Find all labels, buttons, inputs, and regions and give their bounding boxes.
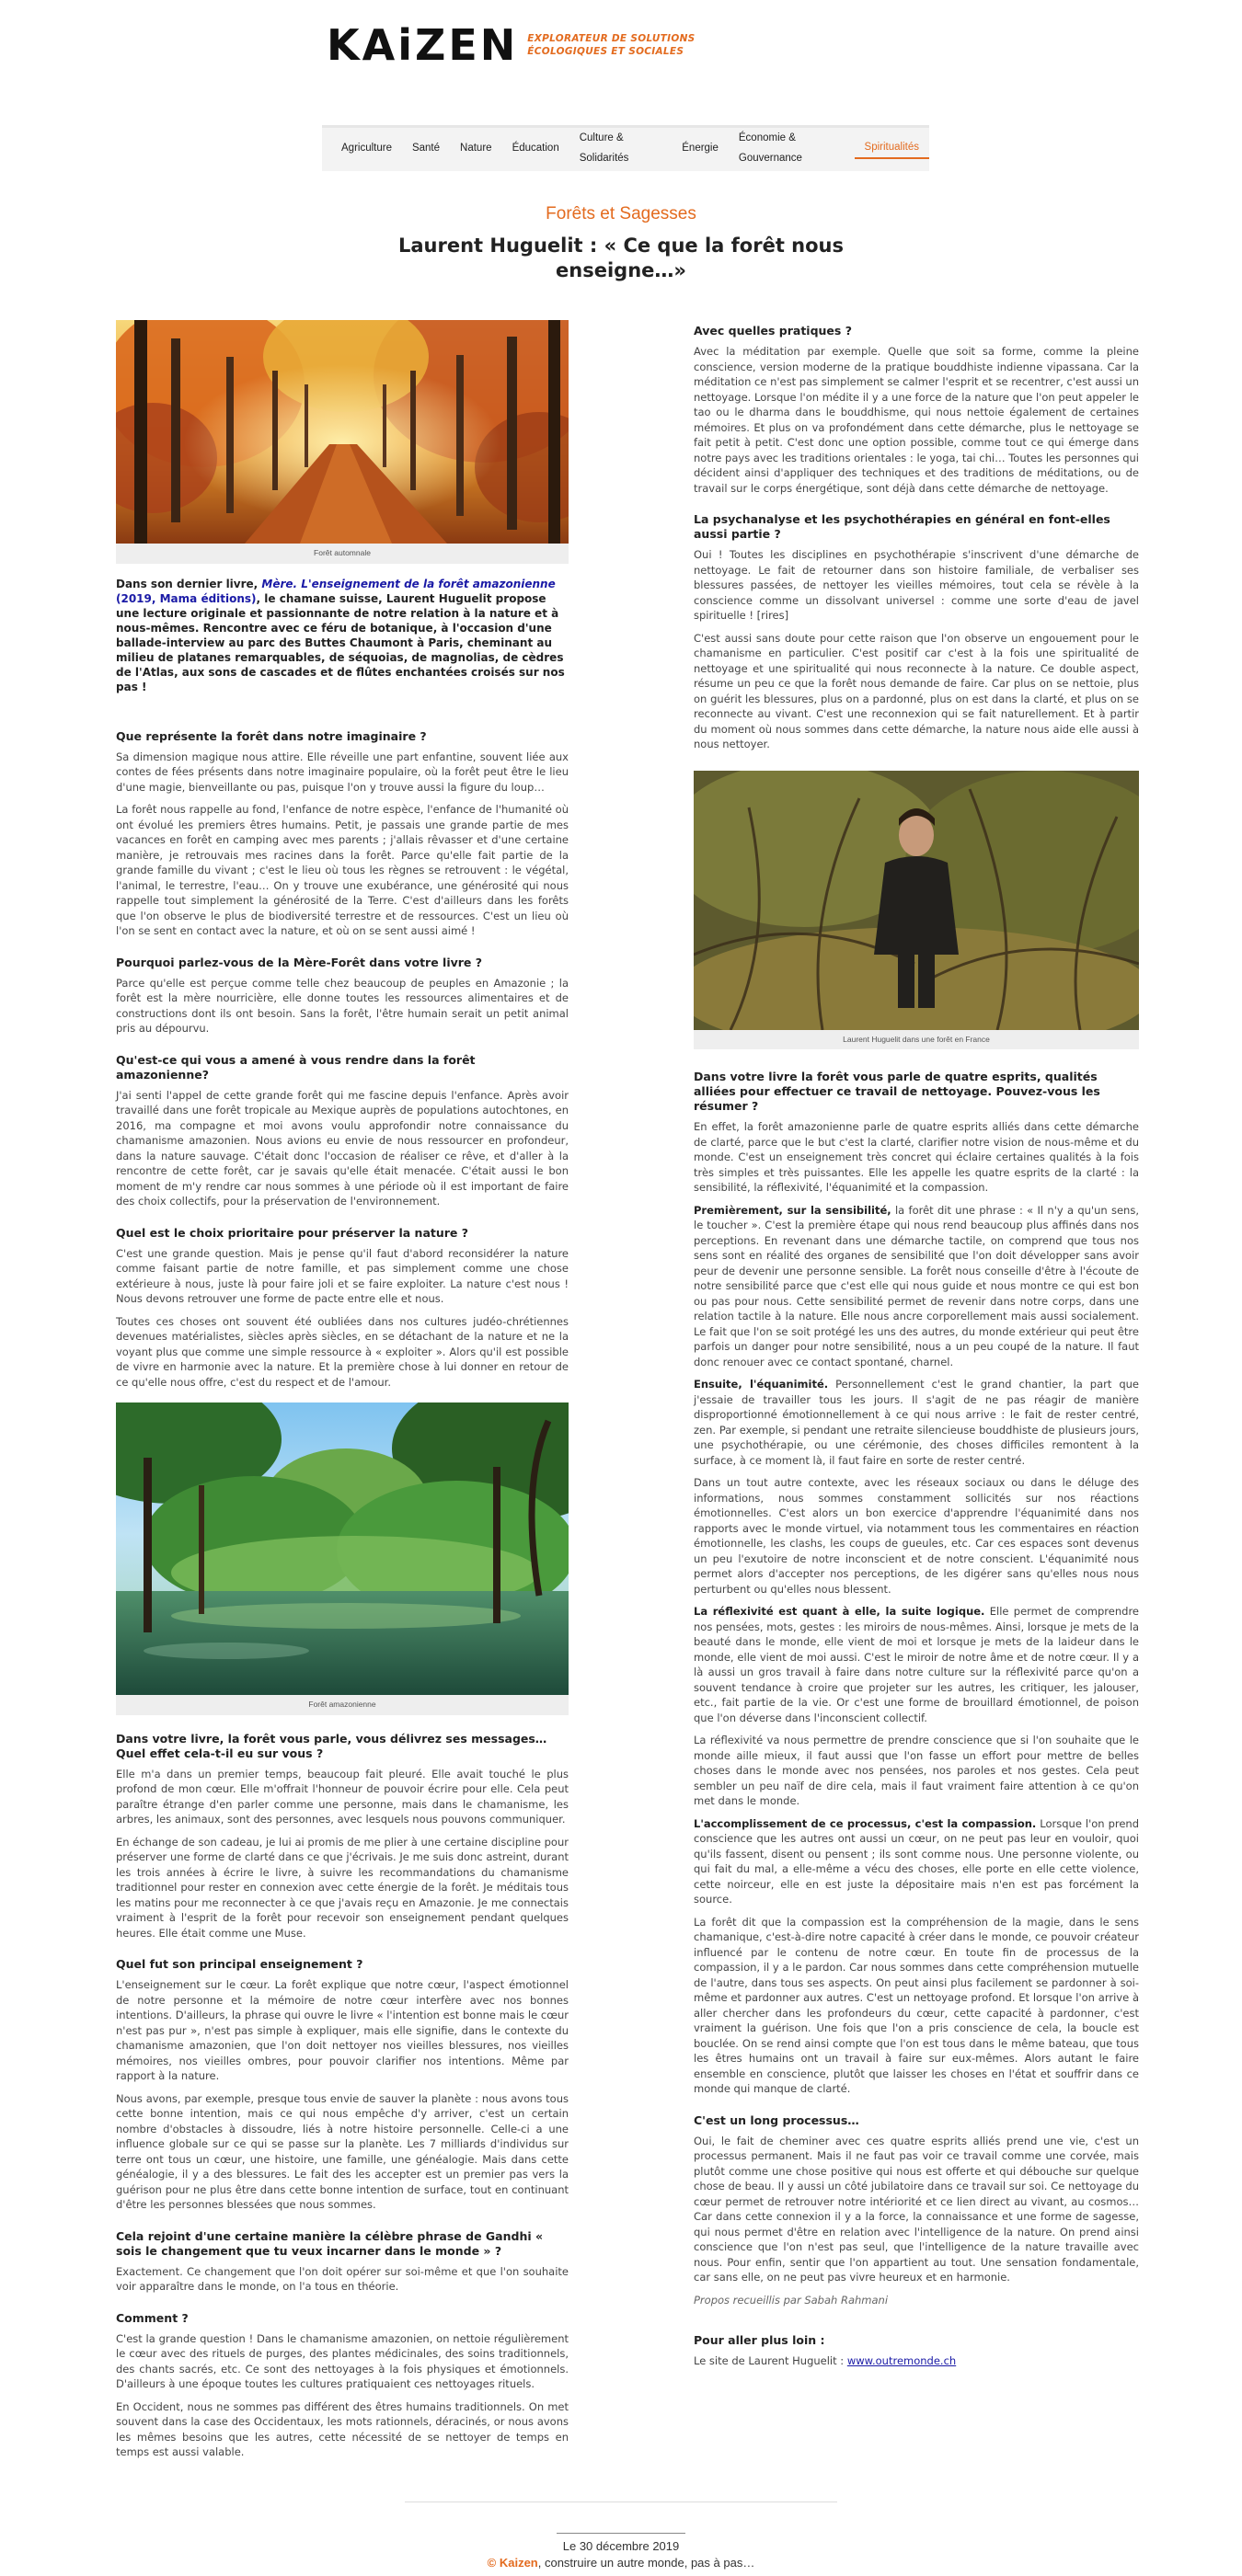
figure-laurent-huguelit <box>694 771 1139 1050</box>
further-reading-text <box>694 2353 1139 2369</box>
answer-paragraph: Avec la méditation par exemple. Quelle que soit sa forme, comme la pleine conscience, version moderne de la pratique bouddhiste indienne vipassana. Car la méditation ce n'est pas simplement se calmer l'esprit et se recentrer, c'est aussi un nettoyage. Lorsque l'on médite il y a une force de la nature que l'on peut appeler le tao ou le dharma dans le bouddhisme, qui nous nettoie également de certaines mémoires. Et plus on va profondément dans cette démarche, plus le nettoyage se fait petit à petit. C'est donc une option possible, comme tout ce qui émerge dans notre pays avec les traditions orientales : le yoga, tai chi… Toutes les personnes qui décident ainsi d'appliquer des techniques et des traditions de méditations, ou de travail sur le corps énergétique, sont déjà dans cette démarche de nettoyage. <box>694 345 1139 495</box>
figure-amazon-forest <box>116 1402 569 1715</box>
spirit-compassion-text: Lorsque l'on prend conscience que les autres ont aussi un cœur, on ne peut pas leur en vouloir, quoi qu'ils fassent, disent ou pensent ; ils sont comme nous. Une personne violente, ou qui fait du mal, a elle-même a vécu des choses, elle porte en elle cette violence, cette noirceur, elle en est juste la dépositaire mais n'en est pas forcément la source. <box>694 1816 1140 1906</box>
kaizen-logo[interactable] <box>327 20 696 70</box>
question-heading: Que représente la forêt dans notre imaginaire ? <box>116 728 427 743</box>
intro-lead-text: Dans son dernier livre, <box>116 577 262 590</box>
tagline-line-1: EXPLORATEUR DE SOLUTIONS <box>527 33 696 44</box>
question-heading: C'est un long processus… <box>694 2112 859 2127</box>
figure-caption: Forêt automnale <box>116 544 569 564</box>
figure-autumn-forest <box>116 320 569 564</box>
portrait-in-forest-illustration <box>694 771 1139 1030</box>
publisher-link[interactable]: (2019, Mama éditions) <box>116 591 257 605</box>
spirit-compassion-lead: L'accomplissement de ce processus, c'est la compassion. <box>694 1816 1037 1830</box>
spirit-sensitivity-text: la forêt dit une phrase : « Il n'y a qu'un sens, le toucher ». C'est la première étape qui nous rend beaucoup plus affinés dans nos perceptions. En revenant dans une démarche tactile, on comprend que tous nos sens sont en réalité des organes de sensibilité que l'on doit développer sans avoir peur de devenir une personne sensible. La forêt nous conseille d'être à l'écoute de notre sensibilité parce que c'est elle qui nous guide et nous montre ce qui est bon ou pas pour nous. Cette sensibilité permet de revenir dans notre corps, dans une relation tactile à la nature. Elle nous ancre corporellement mais aussi socialement. Le fait que l'on se soit protégé les uns des autres, du monde extérieur qui peut être parfois un danger pour notre sensibilité, nous a un peu coupé de la nature. Il faut donc renouer avec ce contact spontané, charnel. <box>694 1203 1139 1368</box>
answer-paragraph: Oui, le fait de cheminer avec ces quatre esprits alliés prend une vie, c'est un processus permanent. Mais il ne faut pas voir ce travail comme une corvée, mais plutôt comme une chose positive qui nous est offerte et qui débouche sur quelque chose de beau. Il y aussi un côté jubilatoire dans ce travail sur soi. Ce nettoyage du cœur permet de retrouver notre intériorité et ce lien direct au vivant, au cosmos… Car dans cette connexion il y a la force, la connaissance et une forme de sagesse, qui nous permet d'être en relation avec l'intelligence de la nature. On prend ainsi conscience que l'on n'est pas seul, que l'intelligence de la nature travaille avec nous. Pour enfin, sentir que l'on appartient au tout. Une sensation fondamentale, car sans elle, on ne peut pas vivre heureux et en harmonie. <box>694 2134 1139 2284</box>
nav-education[interactable]: Éducation <box>512 143 559 154</box>
article-footer <box>0 2538 1242 2571</box>
spirit-equanimity-lead: Ensuite, l'équanimité. <box>694 1378 829 1391</box>
figure-caption: Laurent Huguelit dans une forêt en France <box>694 1030 1139 1050</box>
answer-paragraph: La réflexivité va nous permettre de prendre conscience que si l'on souhaite que le monde aille mieux, il faut aussi que l'on fasse un effort pour mettre de belles choses dans le monde avec nos pensées, nos paroles et nos gestes. Cela peut sembler un peu naïf de dire cela, mais il faut vraiment faire attention à ce qu'on met dans le monde. <box>694 1734 1139 1807</box>
answer-paragraph: Toutes ces choses ont souvent été oubliées dans nos cultures judéo-chrétiennes devenues matérialistes, siècles après siècles, en se détachant de la nature et ne la voyant plus que comme une simple ressource à « exploiter ». Alors qu'il est possible de vivre en harmonie avec la nature. Et la première chose à lui donner en retour de ce qu'elle nous offre, c'est du respect et de l'amour. <box>116 1314 569 1389</box>
answer-paragraph: Sa dimension magique nous attire. Elle réveille une part enfantine, souvent liée aux contes de fées présents dans notre imaginaire populaire, où la forêt peut être le lieu d'une magie, bienveillante ou pas, puisque l'on y trouve aussi la figure du loup… <box>116 750 569 794</box>
footer-brand-link[interactable]: © Kaizen <box>487 2556 538 2570</box>
question-heading: Avec quelles pratiques ? <box>694 324 852 338</box>
question-heading: Cela rejoint d'une certaine manière la célèbre phrase de Gandhi « sois le changement que tu veux incarner dans le monde » ? <box>116 2228 544 2258</box>
answer-paragraph: C'est aussi sans doute pour cette raison que l'on observe un engouement pour le chamanisme en particulier. C'est positif car c'est à la fois une spiritualité de nettoyage et une spiritualité qui nous reconnecte à la nature. Ce double aspect, résume un peu ce que la forêt nous demande de faire. Car plus on se nettoie, plus on guérit les blessures, plus on a pardonné, plus on est dans la clarté, et plus on se reconnecte au vivant. C'est une reconnexion qui se fait naturellement. Et à partir du moment où nous sommes dans cette démarche, la nature nous aide elle aussi à nous nettoyer. <box>694 631 1139 750</box>
further-reading-heading: Pour aller plus loin : <box>694 2333 825 2347</box>
article-category[interactable]: Forêts et Sagesses <box>546 204 696 223</box>
question-heading: Pourquoi parlez-vous de la Mère-Forêt dans votre livre ? <box>116 955 483 969</box>
intro-body-text: , le chamane suisse, Laurent Huguelit propose une lecture originale et passionnante de notre relation à la nature et à nous-mêmes. Rencontre avec ce féru de botanique, à l'occasion d'une ballade-interview au parc des Buttes Chaumont à Paris, cheminant au milieu de platanes remarquables, de séquoias, de magnolias, de cèdres de l'Atlas, aux sons de cascades et de flûtes enchantées croisés sur nos pas ! <box>116 591 565 693</box>
nav-agriculture[interactable]: Agriculture <box>341 143 392 154</box>
question-heading: Comment ? <box>116 2310 189 2325</box>
footer-copyright <box>0 2555 1242 2571</box>
answer-paragraph: Exactement. Ce changement que l'on doit opérer sur soi-même et que l'on souhaite voir apparaître dans le monde, on l'a tous en théorie. <box>116 2264 569 2293</box>
nav-nature[interactable]: Nature <box>460 143 492 154</box>
interview-credit: Propos recueillis par Sabah Rahmani <box>694 2293 889 2307</box>
book-link[interactable]: Mère. L'enseignement de la forêt amazonienne <box>261 577 556 590</box>
amazon-forest-image <box>116 1402 569 1695</box>
question-heading: Quel fut son principal enseignement ? <box>116 1957 363 1971</box>
question-heading: Dans votre livre la forêt vous parle de quatre esprits, qualités alliées pour effectuer ce travail de nettoyage. Pouvez-vous les résumer ? <box>694 1070 1100 1113</box>
further-reading-label: Le site de Laurent Huguelit : <box>694 2354 847 2367</box>
answer-paragraph: En échange de son cadeau, je lui ai promis de me plier à une certaine discipline pour préserver une forme de clarté dans ce que j'écrivais. Je me suis donc astreint, durant les trois années à écrire le livre, à suivre les recommandations du chamanisme traditionnel pour rester en connexion avec cette énergie de la forêt. Je méditais tous les matins pour me reconnecter à ce que j'avais reçu en Amazonie. Je me connectais vraiment à l'esprit de la forêt pour recevoir son enseignement pendant quelques heures. Elle était comme une Muse. <box>116 1835 569 1940</box>
answer-paragraph: En Occident, nous ne sommes pas différent des êtres humains traditionnels. On met souvent dans la case des Occidentaux, les mots rationnels, déracinés, or nous avons les mêmes besoins que les autres, cette nécessité de se nettoyer de temps en temps est aussi valable. <box>116 2399 569 2458</box>
tagline-line-2: ÉCOLOGIQUES ET SOCIALES <box>527 46 684 57</box>
logo-wordmark: KAiZEN <box>327 20 519 70</box>
main-navigation <box>322 125 929 171</box>
figure-caption: Forêt amazonienne <box>116 1695 569 1715</box>
question-heading: Quel est le choix prioritaire pour préserver la nature ? <box>116 1225 469 1240</box>
answer-paragraph <box>694 1816 1139 1907</box>
amazon-forest-illustration <box>116 1402 569 1695</box>
answer-paragraph <box>694 1604 1139 1725</box>
logo-tagline <box>527 32 695 58</box>
laurent-huguelit-photo <box>694 771 1139 1030</box>
question-heading: Dans votre livre, la forêt vous parle, vous délivrez ses messages… Quel effet cela-t-il eu sur vous ? <box>116 1731 547 1760</box>
autumn-forest-image <box>116 320 569 544</box>
article-column-right <box>694 324 1139 2376</box>
article-column-left <box>116 320 569 2467</box>
answer-paragraph: La forêt nous rappelle au fond, l'enfance de notre espèce, l'enfance de l'humanité où ont évolué les premiers êtres humains. Petit, je passais une grande partie de mes vacances en forêt en camping avec mes parents ; j'allais rêvasser et d'une certaine manière, je retrouvais mes racines dans la forêt. Parce qu'elle fait partie de la grande famille du vivant ; c'est le lieu où tous les règnes se retrouvent : le végétal, l'animal, le terrestre, l'eau… On y trouve une exubérance, une générosité qui nous rappelle tout simplement la générosité de la Terre. C'est d'ailleurs dans les forêts que l'on observe le plus de biodiversité terrestre et de ressources. C'est un lieu où l'on se sent en contact avec la nature, et où on se sent aussi aimé ! <box>116 803 569 937</box>
nav-culture-solidarites[interactable]: Culture & Solidarités <box>579 132 629 164</box>
article-title: Laurent Huguelit : « Ce que la forêt nous enseigne…» <box>397 235 844 281</box>
answer-paragraph: J'ai senti l'appel de cette grande forêt qui me fascine depuis l'enfance. Après avoir travaillé dans une forêt tropicale au Mexique auprès de populations autochtones, en 2016, ma compagne et moi avons voulu approfondir notre connaissance du chamanisme amazonien. Nous avions eu envie de nous ressourcer en profondeur, dans la nature sauvage. C'était donc l'occasion de réaliser ce rêve, et d'aller à la rencontre de cette forêt, car je savais qu'elle était menacée. C'était aussi le bon moment de m'y rendre car nous sommes à une période où il est important de faire des choix collectifs, pour la préservation de l'environnement. <box>116 1088 569 1208</box>
question-heading: La psychanalyse et les psychothérapies en général en font-elles aussi partie ? <box>694 512 1110 541</box>
answer-paragraph <box>694 1203 1139 1370</box>
nav-energie[interactable]: Énergie <box>682 143 719 154</box>
footer-date-rule <box>557 2533 685 2534</box>
answer-paragraph <box>694 1377 1139 1468</box>
nav-economie-gouvernance[interactable]: Économie & Gouvernance <box>738 132 802 164</box>
autumn-forest-illustration <box>116 320 569 544</box>
spirit-reflexivity-lead: La réflexivité est quant à elle, la suite logique. <box>694 1605 985 1618</box>
article-intro <box>116 577 569 694</box>
answer-paragraph: En effet, la forêt amazonienne parle de quatre esprits alliés dans cette démarche de clarté, parce que le but c'est la clarté, clarifier notre vision de nous-même et du monde. C'est un enseignement très concret qui éclaire certaines qualités à la fois très simples et très puissantes. Elle les appelle les quatre esprits de la clarté : la sensibilité, la réflexivité, l'équanimité et la compassion. <box>694 1120 1139 1194</box>
outremonde-link[interactable]: www.outremonde.ch <box>846 2354 957 2367</box>
spirit-equanimity-text: Personnellement c'est le grand chantier, la part que j'essaie de travailler tous les jours. Il s'agit de ne pas réagir de manière disproportionné émotionnellement à ce qui nous arrive : le fait de rester centré, zen. Par exemple, si pendant une retraite silencieuse bouddhiste de plusieurs jours, une psychothérapie, ou une cérémonie, des choses difficiles remontent à la surface, à ce moment là, il faut faire en sorte de rester centré. <box>694 1378 1139 1467</box>
answer-paragraph: C'est la grande question ! Dans le chamanisme amazonien, on nettoie régulièrement le cœur avec des rituels de purges, des plantes médicinales, des soins traditionnels, des chants sacrés, etc. Ce sont des nettoyages à la fois physiques et émotionnels. D'ailleurs à une époque toutes les cultures pratiquaient ces nettoyages rituels. <box>116 2331 569 2390</box>
spirit-sensitivity-lead: Premièrement, sur la sensibilité, <box>694 1203 891 1217</box>
nav-sante[interactable]: Santé <box>411 143 441 154</box>
answer-paragraph: L'enseignement sur le cœur. La forêt explique que notre cœur, l'aspect émotionnel de notre personne et la mémoire de notre cœur interfère avec nos bonnes intentions. D'ailleurs, la phrase qui ouvre le livre « l'intention est bonne mais le cœur n'est pas pur », n'est pas simple à expliquer, mais elle signifie, dans le contexte du chamanisme amazonien, que l'on doit nettoyer nos vieilles blessures, nos vieilles mémoires, nos vieilles ombres, pour pouvoir clarifier nos intentions. Même par rapport à la nature. <box>116 1978 569 2082</box>
answer-paragraph: Elle m'a dans un premier temps, beaucoup fait pleuré. Elle avait touché le plus profond de mon cœur. Elle m'offrait l'honneur de pouvoir écrire pour elle. Cela peut paraître étrange d'en parler comme une personne, mais dans le chamanisme, les arbres, les animaux, sont des personnes, avec lesquels nous pouvons communiquer. <box>116 1767 569 1826</box>
answer-paragraph: Dans un tout autre contexte, avec les réseaux sociaux ou dans le déluge des informations, nous sommes constamment sollicités sur nos réactions émotionnelles. C'est alors un bon exercice d'apprendre l'équanimité dans nos rapports avec le monde virtuel, via notamment tous les commentaires en réaction émotionnelle, les clashs, les coups de gueules, etc. Car ces espaces sont devenus un peu l'exutoire de notre inconscient et de notre conscient. L'équanimité nous permet alors d'accepter nos perceptions, de les digérer sans qu'elles nous nous perturbent ou qu'elles nous blessent. <box>694 1476 1139 1596</box>
answer-paragraph: C'est une grande question. Mais je pense qu'il faut d'abord reconsidérer la nature comme faisant partie de notre famille, et pas simplement comme une chose extérieure à nous, juste là pour faire joli et se faire exploiter. La nature c'est nous ! Nous devons retrouver une forme de pacte entre elle et nous. <box>116 1246 569 1305</box>
answer-paragraph: Nous avons, par exemple, presque tous envie de sauver la planète : nous avons tous cette bonne intention, mais ce qui nous empêche d'y arriver, c'est un certain nombre d'obstacles à dissoudre, liés à notre histoire personnelle. Celle-ci a une influence globale sur ce qui se passe sur la planète. Les 7 milliards d'individus sur terre ont tous un cœur, une histoire, une famille, une généalogie. Mais dans cette généalogie, il y a des blessures. Le fait des les accepter est un premier pas vers la guérison pour ne plus être dans cette bonne intention de surface, tout en continuant d'être les personnes blessées que nous sommes. <box>116 2091 569 2211</box>
answer-paragraph: La forêt dit que la compassion est la compréhension de la magie, dans le sens chamanique, c'est-à-dire notre capacité à créer dans le monde, ce pouvoir créateur influencé par le contenu de notre cœur. En toute fin de processus de la compassion, il y a le pardon. Car nous sommes dans cette compréhension mutuelle de l'autre, dans tous ses aspects. On peut ainsi plus facilement se pardonner à soi-même et pardonner aux autres. C'est un nettoyage profond. Et lorsque l'on arrive à aller chercher dans les profondeurs du cœur, cette capacité à pardonner, c'est vraiment la guérison. Une fois que l'on a pris conscience de cela, la boucle est bouclée. On se rend ainsi compte que l'on est tous dans le même bateau, que tous les êtres humains ont un travail à faire sur eux-mêmes. Alors autant le faire ensemble en conscience, plutôt que laisser les choses en l'état et souffrir dans ce monde qui manque de clarté. <box>694 1915 1139 2095</box>
question-heading: Qu'est-ce qui vous a amené à vous rendre dans la forêt amazonienne? <box>116 1052 476 1082</box>
spirit-reflexivity-text: Elle permet de comprendre nos pensées, mots, gestes : les miroirs de nous-mêmes. Ainsi, lorsque je mets de la beauté dans le monde, elle vient de moi et lorsque je mets de la laideur dans le monde, elle vient de moi aussi. C'est le miroir de notre âme et de notre cœur. Il y a là aussi un gros travail à faire dans notre culture sur la réflexivité parce qu'on a souvent tendance à croire que projeter sur les autres, les critiquer, les jalouser, etc., fait partie de la vie. Or c'est une forme de brouillard émotionnel, de poison que l'on déverse dans l'inconscient collectif. <box>694 1605 1139 1724</box>
nav-spiritualites[interactable]: Spiritualités <box>855 137 929 159</box>
answer-paragraph: Parce qu'elle est perçue comme telle chez beaucoup de peuples en Amazonie ; la forêt est la mère nourricière, elle donne toutes les ressources alimentaires et de constructions dont ils ont besoin. Sans la forêt, l'être humain serait un petit animal pris au dépourvu. <box>116 976 569 1035</box>
publication-date: Le 30 décembre 2019 <box>562 2539 680 2553</box>
footer-slogan: , construire un autre monde, pas à pas… <box>537 2556 755 2570</box>
answer-paragraph: Oui ! Toutes les disciplines en psychothérapie s'inscrivent d'une démarche de nettoyage. Le fait de retourner dans son histoire familiale, de verbaliser ses blessures passées, de nettoyer les vieilles mémoires, tout cela se révèle à la conscience comme un dissolvant universel : comme une sorte d'eau de javel spirituelle ! [rires] <box>694 548 1139 622</box>
